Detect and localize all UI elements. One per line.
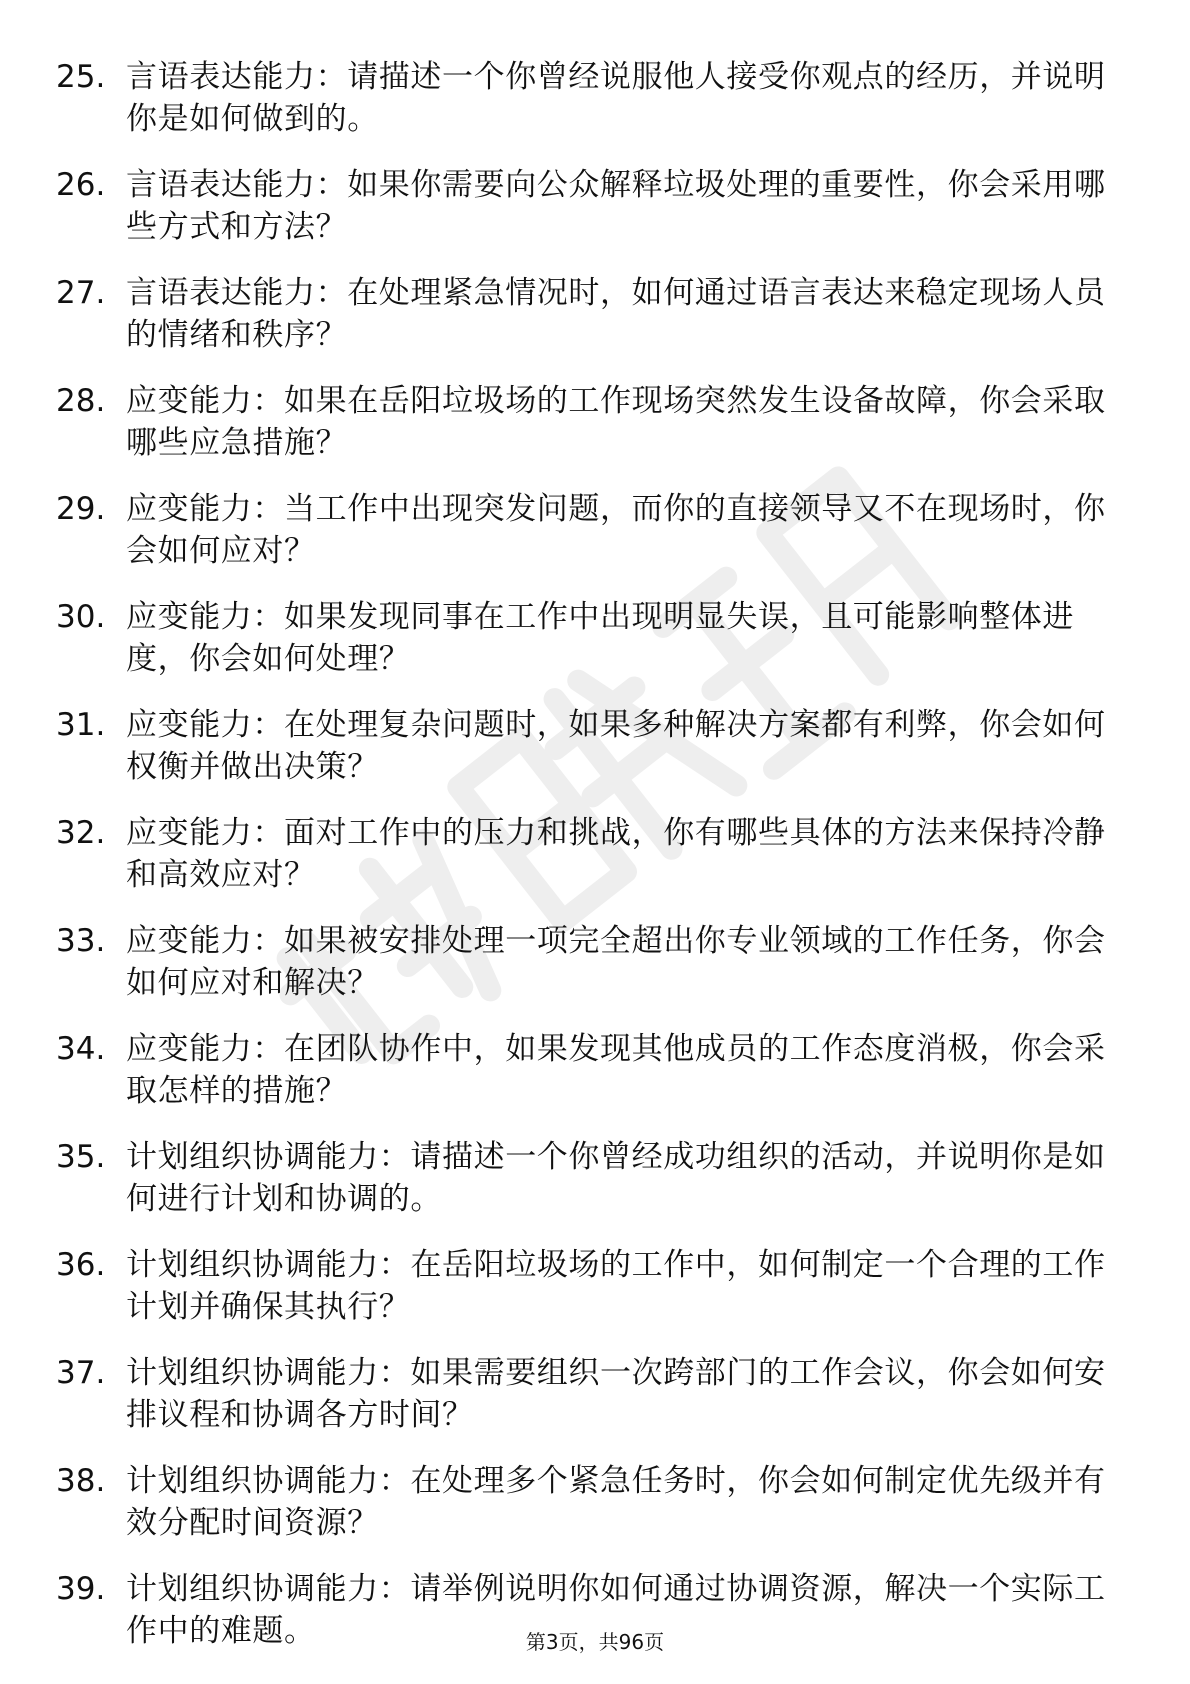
- question-text: 言语表达能力：如果你需要向公众解释垃圾处理的重要性，你会采用哪些方式和方法？: [126, 167, 1106, 245]
- question-number: 28.: [56, 383, 106, 419]
- question-text: 计划组织协调能力：请描述一个你曾经成功组织的活动，并说明你是如何进行计划和协调的。: [126, 1139, 1106, 1217]
- list-item: [56, 812, 1116, 896]
- question-text: 应变能力：面对工作中的压力和挑战，你有哪些具体的方法来保持冷静和高效应对？: [126, 815, 1106, 893]
- question-text: 应变能力：如果被安排处理一项完全超出你专业领域的工作任务，你会如何应对和解决？: [126, 923, 1106, 1001]
- question-number: 30.: [56, 599, 106, 635]
- question-number: 36.: [56, 1247, 106, 1283]
- list-item: [56, 1352, 1116, 1436]
- question-number: 29.: [56, 491, 106, 527]
- question-number: 31.: [56, 707, 106, 743]
- list-item: [56, 1244, 1116, 1328]
- page-number-footer: 第3页，共96页: [525, 1630, 665, 1654]
- question-number: 39.: [56, 1571, 106, 1607]
- question-number: 35.: [56, 1139, 106, 1175]
- question-number: 25.: [56, 59, 106, 95]
- list-item: [56, 272, 1116, 356]
- question-number: 33.: [56, 923, 106, 959]
- question-number: 26.: [56, 167, 106, 203]
- question-text: 应变能力：在团队协作中，如果发现其他成员的工作态度消极，你会采取怎样的措施？: [126, 1031, 1106, 1109]
- question-text: 言语表达能力：请描述一个你曾经说服他人接受你观点的经历，并说明你是如何做到的。: [126, 59, 1106, 137]
- question-number: 27.: [56, 275, 106, 311]
- list-item: [56, 488, 1116, 572]
- question-text: 计划组织协调能力：请举例说明你如何通过协调资源，解决一个实际工作中的难题。: [126, 1571, 1106, 1649]
- question-number: 38.: [56, 1463, 106, 1499]
- list-item: [56, 56, 1116, 140]
- question-list: [56, 56, 1116, 1676]
- list-item: [56, 1028, 1116, 1112]
- question-text: 应变能力：如果发现同事在工作中出现明显失误，且可能影响整体进度，你会如何处理？: [126, 599, 1074, 677]
- list-item: [56, 1460, 1116, 1544]
- list-item: [56, 164, 1116, 248]
- question-number: 32.: [56, 815, 106, 851]
- question-text: 言语表达能力：在处理紧急情况时，如何通过语言表达来稳定现场人员的情绪和秩序？: [126, 275, 1106, 353]
- list-item: [56, 380, 1116, 464]
- question-text: 计划组织协调能力：在处理多个紧急任务时，你会如何制定优先级并有效分配时间资源？: [126, 1463, 1106, 1541]
- question-number: 37.: [56, 1355, 106, 1391]
- question-text: 应变能力：如果在岳阳垃圾场的工作现场突然发生设备故障，你会采取哪些应急措施？: [126, 383, 1106, 461]
- list-item: [56, 704, 1116, 788]
- list-item: [56, 596, 1116, 680]
- question-text: 应变能力：当工作中出现突发问题，而你的直接领导又不在现场时，你会如何应对？: [126, 491, 1106, 569]
- list-item: [56, 920, 1116, 1004]
- question-text: 计划组织协调能力：如果需要组织一次跨部门的工作会议，你会如何安排议程和协调各方时间？: [126, 1355, 1106, 1433]
- question-text: 计划组织协调能力：在岳阳垃圾场的工作中，如何制定一个合理的工作计划并确保其执行？: [126, 1247, 1106, 1325]
- list-item: [56, 1136, 1116, 1220]
- question-text: 应变能力：在处理复杂问题时，如果多种解决方案都有利弊，你会如何权衡并做出决策？: [126, 707, 1106, 785]
- question-number: 34.: [56, 1031, 106, 1067]
